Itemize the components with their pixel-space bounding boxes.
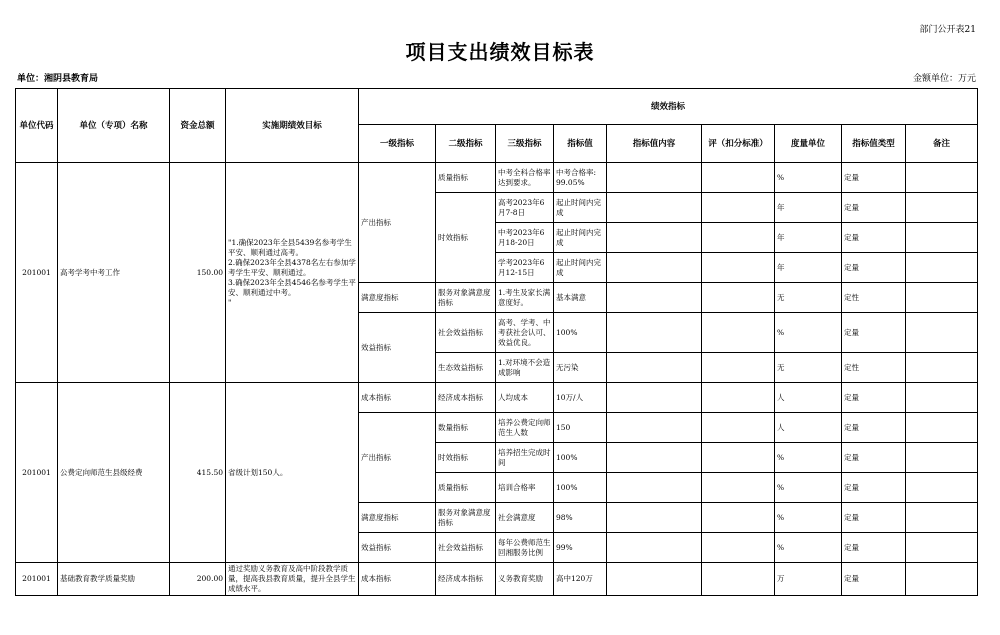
- indicator-level3: 每年公费师范生回湘服务比例: [496, 533, 554, 563]
- indicator-type: 定量: [842, 533, 906, 563]
- indicator-content: [607, 283, 702, 313]
- indicator-measure: 无: [775, 283, 842, 313]
- indicator-score: [702, 383, 775, 413]
- indicator-level1: 成本指标: [359, 383, 436, 413]
- indicator-level1: 满意度指标: [359, 283, 436, 313]
- indicator-value: 100%: [554, 443, 607, 473]
- indicator-score: [702, 443, 775, 473]
- header-indicators: 绩效指标: [359, 89, 978, 125]
- header-total-funds: 资金总额: [170, 89, 226, 163]
- indicator-value: 99%: [554, 533, 607, 563]
- indicator-level3: 培训合格率: [496, 473, 554, 503]
- project-name: 公费定向师范生县级经费: [58, 383, 170, 563]
- project-amount: 200.00: [170, 563, 226, 596]
- indicator-level2: 社会效益指标: [436, 533, 496, 563]
- indicator-content: [607, 313, 702, 353]
- indicator-note: [906, 443, 978, 473]
- indicator-score: [702, 413, 775, 443]
- indicator-measure: 年: [775, 223, 842, 253]
- indicator-value: 10万/人: [554, 383, 607, 413]
- indicator-level3: 义务教育奖励: [496, 563, 554, 596]
- indicator-level2: 服务对象满意度指标: [436, 503, 496, 533]
- indicator-level3: 培养招生完成时间: [496, 443, 554, 473]
- indicator-level2: 质量指标: [436, 473, 496, 503]
- indicator-score: [702, 223, 775, 253]
- indicator-note: [906, 533, 978, 563]
- header-note: 备注: [906, 125, 978, 163]
- indicator-type: 定量: [842, 193, 906, 223]
- indicator-level1: 满意度指标: [359, 503, 436, 533]
- indicator-content: [607, 193, 702, 223]
- indicator-note: [906, 383, 978, 413]
- header-level1: 一级指标: [359, 125, 436, 163]
- indicator-level3: 1.对环境不会造成影响: [496, 353, 554, 383]
- indicator-level2: 时效指标: [436, 443, 496, 473]
- indicator-note: [906, 253, 978, 283]
- indicator-level3: 1.考生及家长满意度好。: [496, 283, 554, 313]
- indicator-value: 98%: [554, 503, 607, 533]
- indicator-level2: 经济成本指标: [436, 563, 496, 596]
- indicator-value: 150: [554, 413, 607, 443]
- indicator-value: 100%: [554, 313, 607, 353]
- indicator-level2: 服务对象满意度指标: [436, 283, 496, 313]
- indicator-measure: %: [775, 443, 842, 473]
- indicator-score: [702, 193, 775, 223]
- indicator-level1: 产出指标: [359, 163, 436, 283]
- project-code: 201001: [16, 563, 58, 596]
- indicator-level1: 产出指标: [359, 413, 436, 503]
- indicator-note: [906, 413, 978, 443]
- indicator-note: [906, 353, 978, 383]
- indicator-level1: 成本指标: [359, 563, 436, 596]
- indicator-note: [906, 563, 978, 596]
- page-title: 项目支出绩效目标表: [405, 40, 595, 64]
- indicator-level3: 高考、学考、中考获社会认可、效益优良。: [496, 313, 554, 353]
- indicator-value: 起止时间内完成: [554, 253, 607, 283]
- indicator-type: 定量: [842, 413, 906, 443]
- project-code: 201001: [16, 383, 58, 563]
- indicator-measure: 人: [775, 383, 842, 413]
- indicator-value: 中考合格率: 99.05%: [554, 163, 607, 193]
- indicator-level3: 中考全科合格率达到要求。: [496, 163, 554, 193]
- indicator-level2: 数量指标: [436, 413, 496, 443]
- table-number: 部门公开表21: [919, 25, 976, 35]
- indicator-content: [607, 563, 702, 596]
- header-value: 指标值: [554, 125, 607, 163]
- indicator-score: [702, 473, 775, 503]
- indicator-level2: 时效指标: [436, 193, 496, 283]
- indicator-note: [906, 163, 978, 193]
- indicator-note: [906, 313, 978, 353]
- indicator-value: 100%: [554, 473, 607, 503]
- indicator-measure: 人: [775, 413, 842, 443]
- indicator-type: 定量: [842, 253, 906, 283]
- indicator-note: [906, 283, 978, 313]
- indicator-type: 定量: [842, 503, 906, 533]
- indicator-content: [607, 253, 702, 283]
- indicator-measure: %: [775, 313, 842, 353]
- indicator-type: 定量: [842, 383, 906, 413]
- project-goal: "1.确保2023年全县5439名参考学生平安、顺利通过高考。 2.确保2023年全县4378名左右参加学考学生平安、顺利通过。 3.确保2023年全县4546名参考学生平安、顺利通过中考。 ": [226, 163, 359, 383]
- project-goal: 通过奖励义务教育及高中阶段教学质量，提高我县教育质量，提升全县学生成绩水平。: [226, 563, 359, 596]
- unit-label: 单位：湘阴县教育局: [17, 74, 99, 84]
- indicator-type: 定量: [842, 223, 906, 253]
- indicator-level3: 培养公费定向师范生人数: [496, 413, 554, 443]
- indicator-content: [607, 223, 702, 253]
- header-score: 评（扣分标准）: [702, 125, 775, 163]
- indicator-content: [607, 383, 702, 413]
- indicator-score: [702, 163, 775, 193]
- indicator-note: [906, 473, 978, 503]
- header-level3: 三级指标: [496, 125, 554, 163]
- project-name: 基础教育教学质量奖励: [58, 563, 170, 596]
- indicator-measure: %: [775, 473, 842, 503]
- header-content: 指标值内容: [607, 125, 702, 163]
- indicator-content: [607, 443, 702, 473]
- indicator-measure: %: [775, 533, 842, 563]
- indicator-note: [906, 223, 978, 253]
- project-amount: 415.50: [170, 383, 226, 563]
- indicator-measure: %: [775, 503, 842, 533]
- indicator-level3: 学考2023年6月12-15日: [496, 253, 554, 283]
- header-value-type: 指标值类型: [842, 125, 906, 163]
- indicator-score: [702, 313, 775, 353]
- indicator-value: 基本满意: [554, 283, 607, 313]
- indicator-score: [702, 283, 775, 313]
- indicator-level3: 中考2023年6月18-20日: [496, 223, 554, 253]
- indicator-measure: 无: [775, 353, 842, 383]
- indicator-score: [702, 533, 775, 563]
- indicator-score: [702, 503, 775, 533]
- indicator-content: [607, 353, 702, 383]
- indicator-level3: 高考2023年6月7-8日: [496, 193, 554, 223]
- indicator-note: [906, 193, 978, 223]
- indicator-value: 无污染: [554, 353, 607, 383]
- indicator-content: [607, 413, 702, 443]
- indicator-level2: 质量指标: [436, 163, 496, 193]
- indicator-level2: 社会效益指标: [436, 313, 496, 353]
- indicator-level1: 效益指标: [359, 533, 436, 563]
- indicator-type: 定量: [842, 163, 906, 193]
- header-measure: 度量单位: [775, 125, 842, 163]
- header-unit-name: 单位（专项）名称: [58, 89, 170, 163]
- indicator-type: 定量: [842, 313, 906, 353]
- header-level2: 二级指标: [436, 125, 496, 163]
- indicator-content: [607, 533, 702, 563]
- project-name: 高考学考中考工作: [58, 163, 170, 383]
- money-unit-label: 金额单位：万元: [912, 74, 976, 84]
- indicator-value: 高中120万: [554, 563, 607, 596]
- header-goal: 实施期绩效目标: [226, 89, 359, 163]
- indicator-value: 起止时间内完成: [554, 223, 607, 253]
- indicator-type: 定性: [842, 283, 906, 313]
- project-code: 201001: [16, 163, 58, 383]
- performance-table: [15, 88, 978, 596]
- indicator-level2: 经济成本指标: [436, 383, 496, 413]
- indicator-score: [702, 253, 775, 283]
- indicator-measure: 年: [775, 193, 842, 223]
- indicator-value: 起止时间内完成: [554, 193, 607, 223]
- indicator-measure: 万: [775, 563, 842, 596]
- indicator-level1: 效益指标: [359, 313, 436, 383]
- indicator-type: 定性: [842, 353, 906, 383]
- project-goal: 省级计划150人。: [226, 383, 359, 563]
- indicator-content: [607, 503, 702, 533]
- indicator-type: 定量: [842, 473, 906, 503]
- indicator-level2: 生态效益指标: [436, 353, 496, 383]
- indicator-measure: 年: [775, 253, 842, 283]
- indicator-score: [702, 353, 775, 383]
- indicator-score: [702, 563, 775, 596]
- indicator-level3: 人均成本: [496, 383, 554, 413]
- indicator-type: 定量: [842, 443, 906, 473]
- header-unit-code: 单位代码: [16, 89, 58, 163]
- indicator-content: [607, 473, 702, 503]
- indicator-level3: 社会满意度: [496, 503, 554, 533]
- indicator-measure: %: [775, 163, 842, 193]
- indicator-content: [607, 163, 702, 193]
- indicator-note: [906, 503, 978, 533]
- indicator-type: 定量: [842, 563, 906, 596]
- project-amount: 150.00: [170, 163, 226, 383]
